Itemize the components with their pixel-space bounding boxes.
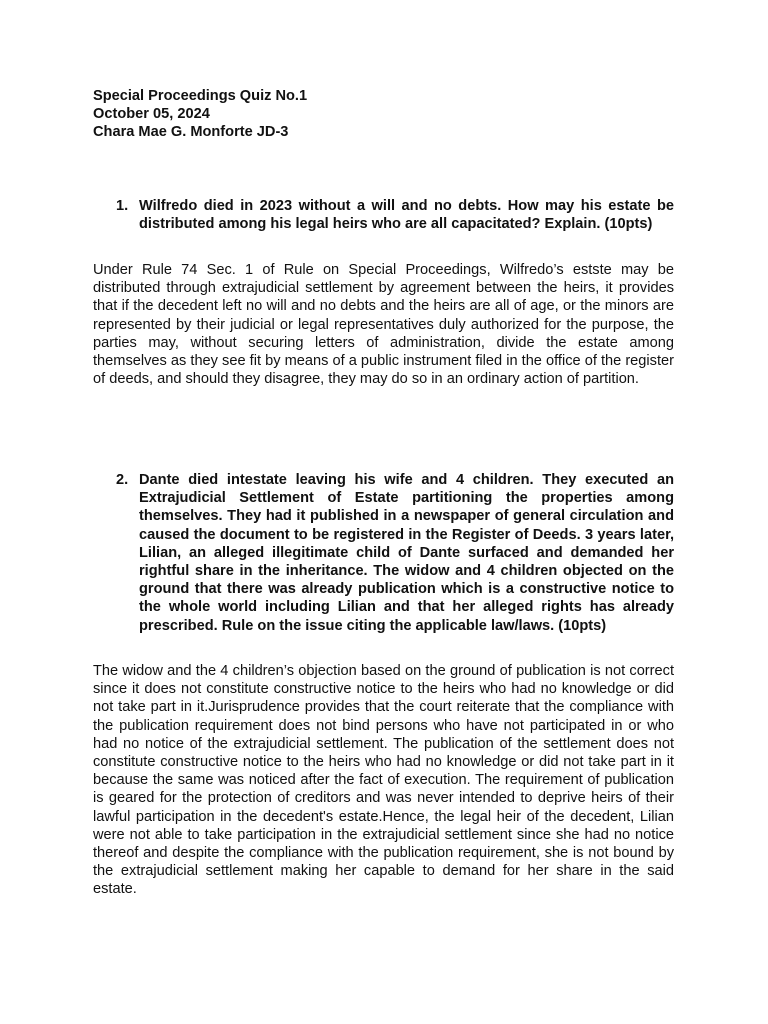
student-name: Chara Mae G. Monforte JD-3 [93,124,289,140]
quiz-title: Special Proceedings Quiz No.1 [93,88,308,104]
question-text: Wilfredo died in 2023 without a will and no debts. How may his estate be distributed among his legal heirs who are all capacitated? Explain. (10pts) [139,198,674,233]
question-number: 1. [116,198,129,214]
answer-2: The widow and the 4 children’s objection based on the ground of publication is not correct since it does not constitute constructive notice to the heirs who had no knowledge or did not take part in it.Jurisprudence provides that the court reiterate that the compliance with the publication requirement does not bind persons who have not participated in or who had no notice of the extrajudicial settlement. The publication of the settlement does not constitute constructive notice to the heirs who had no knowledge or did not take part in it because the same was noticed after the fact of execution. The requirement of publication is geared for the protection of creditors and was never intended to deprive heirs of their lawful participation in the decedent's estate.Hence, the legal heir of the decedent, Lilian were not able to take participation in the extrajudicial settlement since she had no notice thereof and despite the compliance with the publication requirement, she is not bound by the extrajudicial settlement making her capable to demand for her share in the said estate. [93,663,674,898]
answer-1: Under Rule 74 Sec. 1 of Rule on Special Proceedings, Wilfredo’s estste may be distributed through extrajudicial settlement by agreement between the heirs, it provides that if the decedent left no will and no debts and the heirs are all of age, or the minors are represented by their judicial or legal representatives duly authorized for the purpose, the parties may, without securing letters of administration, divide the estate among themselves as they see fit by means of a public instrument filed in the office of the register of deeds, and should they disagree, they may do so in an ordinary action of partition. [93,262,674,388]
quiz-date: October 05, 2024 [93,106,210,122]
question-2 [93,471,674,635]
question-number: 2. [116,472,129,488]
question-1 [93,197,674,233]
question-text: Dante died intestate leaving his wife and 4 children. They executed an Extrajudicial Settlement of Estate partitioning the properties among themselves. They had it published in a newspaper of general circulation and caused the document to be registered in the Register of Deeds. 3 years later, Lilian, an alleged illegitimate child of Dante surfaced and demanded her rightful share in the inheritance. The widow and 4 children objected on the ground that there was already publication which is a constructive notice to the whole world including Lilian and that her alleged rights has already prescribed. Rule on the issue citing the applicable law/laws. (10pts) [139,472,674,634]
document-header [93,87,683,141]
